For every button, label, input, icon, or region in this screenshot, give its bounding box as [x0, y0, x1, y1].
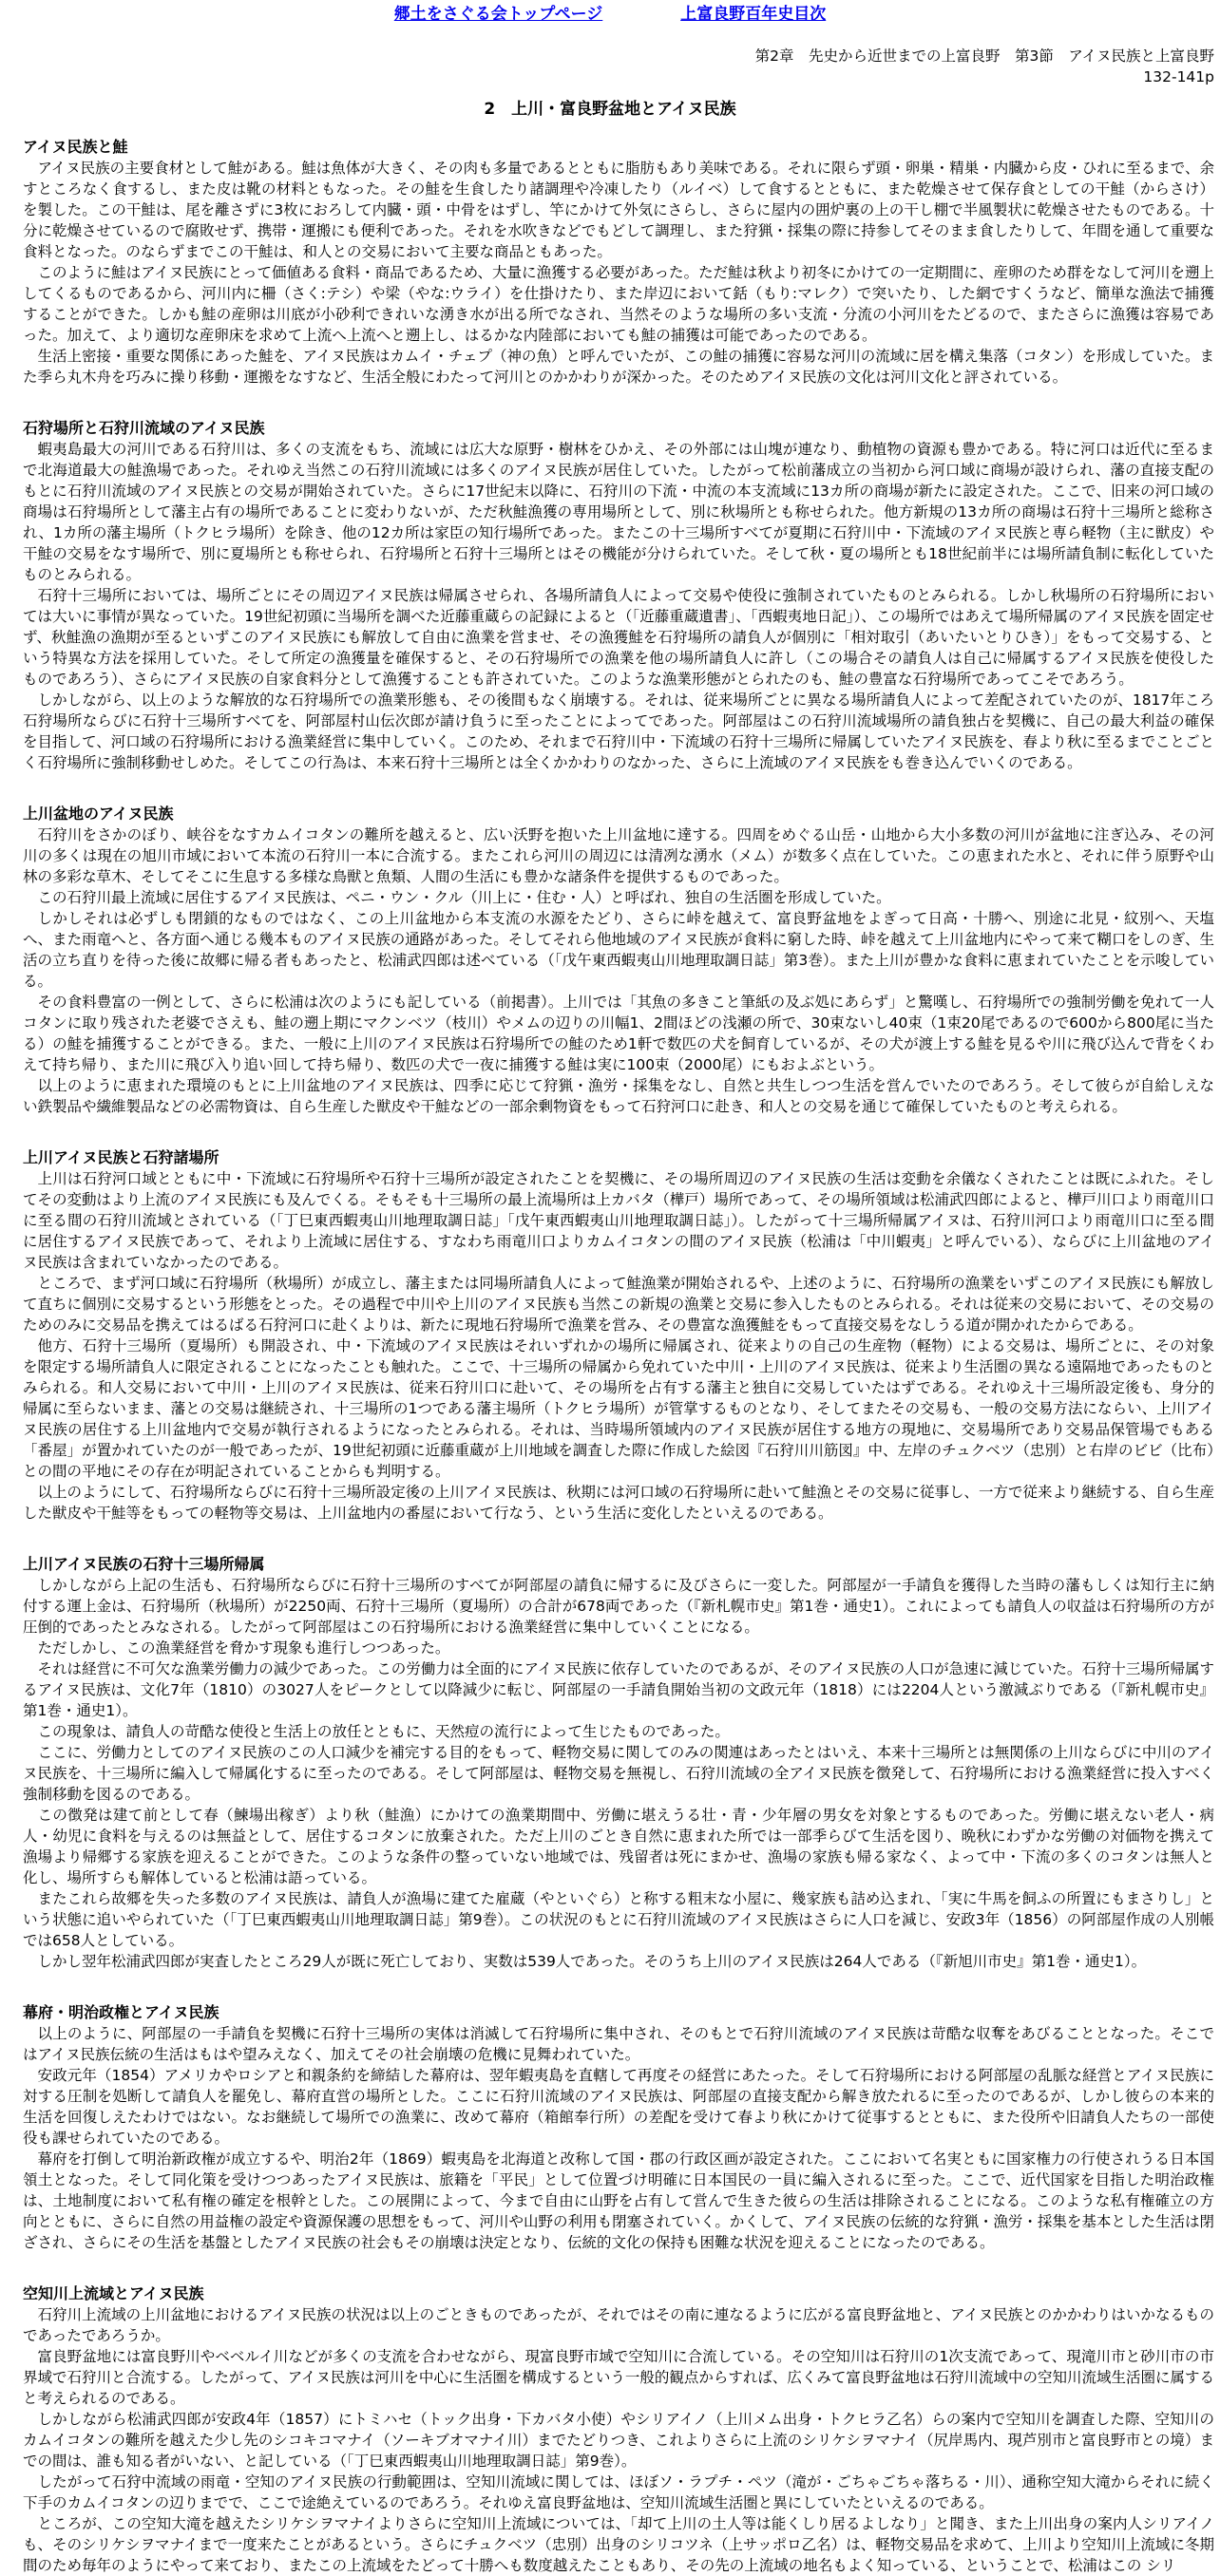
paragraph: またこれら故郷を失った多数のアイヌ民族は、請負人が漁場に建てた雇蔵（やといぐら）と称する粗末な小屋に、幾家族も詰め込まれ、「実に牛馬を飼ふの所置にもまさりし」という状態に追いやられていた（「丁巳東西蝦夷山川地理取調日誌」第9巻）。この状況のもとに石狩川流域のアイヌ民族はさらに人口を減じ、安政3年（1856）の阿部屋作成の人別帳では658人としている。 [23, 1890, 1214, 1949]
paragraph: したがって石狩中流域の雨竜・空知のアイヌ民族の行動範囲は、空知川流域に関しては、ほぼソ・ラプチ・ペツ（滝が・ごちゃごちゃ落ちる・川）、通称空知大滝からそれに続く下手のカムイコタンの辺りまでで、ここで途絶えているのであろう。それゆえ富良野盆地は、空知川流域生活圏と異にしていたといえるのである。 [23, 2473, 1214, 2511]
paragraph: 石狩十三場所においては、場所ごとにその周辺アイヌ民族は帰属させられ、各場所請負人によって交易や使役に強制されていたものとみられる。しかし秋場所の石狩場所においては大いに事情が異なっていた。19世紀初頭に当場所を調べた近藤重蔵らの記録によると（「近藤重蔵遺書」、「西蝦夷地日記」）、この場所ではあえて場所帰属のアイヌ民族を固定せず、秋鮭漁の漁期が至るといずこのアイヌ民族にも解放して自由に漁業を営ませ、その漁獲鮭を石狩場所の請負人が個別に「相対取引（あいたいとりひき）」をもって交易する、という特異な方法を採用していた。そして所定の漁獲量を確保すると、その石狩場所での漁業を他の場所請負人に許し（この場合その請負人は自己に帰属するアイヌ民族を使役したものであろう）、さらにアイヌ民族の自家食料分として漁獲することも許されていた。このような漁業形態がとられたのも、鮭の豊富な石狩場所であってこそであろう。 [23, 587, 1214, 688]
toc-link[interactable]: 上富良野百年史目次 [680, 5, 827, 24]
paragraph: 富良野盆地には富良野川やベベルイ川などが多くの支流を合わせながら、現富良野市域で空知川に合流している。その空知川は石狩川の1次支流であって、現滝川市と砂川市の市界域で石狩川と合流する。したがって、アイヌ民族は河川を中心に生活圏を構成するという一般的観点からすれば、広くみて富良野盆地は石狩川流域中の空知川流域生活圏に属すると考えられるのである。 [23, 2348, 1214, 2407]
paragraph: 他方、石狩十三場所（夏場所）も開設され、中・下流域のアイヌ民族はそれいずれかの場所に帰属され、従来よりの自己の生産物（軽物）による交易は、場所ごとに、その対象を限定する場所請負人に限定されることになったことも触れた。ここで、十三場所の帰属から免れていた中川・上川のアイヌ民族は、従来より生活圏の異なる遠隔地であったものとみられる。和人交易において中川・上川のアイヌ民族は、従来石狩川口に赴いて、その場所を占有する藩主と独自に交易していたはずである。それゆえ十三場所設定後も、身分的帰属に至らないまま、藩との交易は継続され、十三場所の1つである藩主場所（トクヒラ場所）が管掌するものとなり、そしてまたその交易も、一般の交易方法にならい、上川アイヌ民族の居住する上川盆地内で交易が執行されるようになったとみられる。それは、当時場所領域内のアイヌ民族が居住する地方の現地に、交易場所であり交易品保管場でもある「番屋」が置かれていたのが一般であったが、19世紀初頭に近藤重蔵が上川地域を調査した際に作成した絵図『石狩川川筋図』中、左岸のチュクベツ（忠別）と右岸のビビ（比布）との間の平地にその存在が明記されていることからも判明する。 [23, 1337, 1214, 1480]
section-heading: 上川アイヌ民族と石狩諸場所 [23, 1148, 219, 1166]
paragraph: 石狩川上流域の上川盆地におけるアイヌ民族の状況は以上のごときものであったが、それではその南に連なるように広がる富良野盆地と、アイヌ民族とのかかわりはいかなるものであったであろうか。 [23, 2306, 1214, 2344]
paragraph: ところが、この空知大滝を越えたシリケシヲマナイよりさらに空知川上流域については、「却て上川の土人等は能くしり居るよしなり」と聞き、また上川出身の案内人シリアイノも、そのシリケシヲマナイまで一度来たことがあるという。さらにチュクベツ（忠別）出身のシリコツネ（上サッポロ乙名）は、軽物交易品を求めて、上川より空知川上流域に冬期間のため毎年のようにやって来ており、またこの上流域をたどって十勝へも数度越えたこともあり、その先の上流域の地名もよく知っている、ということで、松浦はこの シリ [23, 2515, 1214, 2574]
paragraph: 生活上密接・重要な関係にあった鮭を、アイヌ民族はカムイ・チェプ（神の魚）と呼んでいたが、この鮭の捕獲に容易な河川の流域に居を構え集落（コタン）を形成していた。また季ら丸木舟を巧みに操り移動・運搬をなすなど、生活全般にわたって河川とのかかわりが深かった。そのためアイヌ民族の文化は河川文化と評されている。 [23, 348, 1214, 386]
page-range: 132-141p [1143, 68, 1214, 85]
section-spacer [23, 1972, 1214, 1993]
paragraph: 以上のように、阿部屋の一手請負を契機に石狩十三場所の実体は消滅して石狩場所に集中され、そのもとで石狩川流域のアイヌ民族は苛酷な収奪をあびることとなった。そこではアイヌ民族伝統の生活はもはや望みえなく、加えてその社会崩壊の危機に見舞われていた。 [23, 2025, 1214, 2063]
paragraph: 以上のように恵まれた環境のもとに上川盆地のアイヌ民族は、四季に応じて狩猟・漁労・採集をなし、自然と共生しつつ生活を営んでいたのであろう。そして彼らが自給しえない鉄製品や繊維製品などの必需物資は、自ら生産した獣皮や干鮭などの一部余剰物資をもって石狩河口に赴き、和人との交易を通じて確保していたものと考えられる。 [23, 1077, 1214, 1115]
section-heading: 空知川上流域とアイヌ民族 [23, 2284, 204, 2302]
section-spacer [23, 773, 1214, 794]
paragraph: アイヌ民族の主要食材として鮭がある。鮭は魚体が大きく、その肉も多量であるとともに脂肪もあり美味である。それに限らず頭・卵巣・精巣・内臓から皮・ひれに至るまで、余すところなく食するし、また皮は靴の材料ともなった。その鮭を生食したり諸調理や冷凍したり（ルイベ）して食するとともに、また乾燥させて保存食としての干鮭（からさけ）を製した。この干鮭は、尾を離さずに3枚におろして内臓・頭・中骨をはずし、竿にかけて外気にさらし、さらに屋内の囲炉裏の上の干し棚で半風製状に乾燥させたものである。十分に乾燥させているので腐敗せず、携帯・運搬にも便利であった。それを水吹きなどでもどして調理し、また狩猟・採集の際に持参してそのまま食したりして、年間を通して重要な食料となった。のならずまでこの干鮭は、和人との交易において主要な商品ともあった。 [23, 160, 1214, 260]
paragraph: しかし翌年松浦武四郎が実査したところ29人が既に死亡しており、実数は539人であった。そのうち上川のアイヌ民族は264人である（『新旭川市史』第1巻・通史1）。 [37, 1953, 1147, 1970]
paragraph: このように鮭はアイヌ民族にとって価値ある食料・商品であるため、大量に漁獲する必要があった。ただ鮭は秋より初冬にかけての一定期間に、産卵のため群をなして河川を遡上してくるものであるから、河川内に柵（さく:テシ）や梁（やな:ウライ）を仕掛けたり、また岸辺において銛（もり:マレク）で突いたり、した網ですくうなど、簡単な漁法で捕獲することができた。しかも鮭の産卵は川底が小砂利できれいな湧き水が出る所でなされ、当然そのような場所の多い支流・分流の小河川をたどるので、またさらに漁獲は容易であった。加えて、より適切な産卵床を求めて上流へ上流へと遡上し、はるかな内陸部においても鮭の捕獲は可能であったのである。 [23, 264, 1214, 344]
home-link[interactable]: 郷土をさぐる会トップページ [393, 5, 603, 24]
section-heading: アイヌ民族と鮭 [23, 138, 128, 156]
section-heading: 上川アイヌ民族の石狩十三場所帰属 [23, 1555, 265, 1573]
paragraph: その食料豊富の一例として、さらに松浦は次のようにも記している（前掲書）。上川では「其魚の多きこと筆紙の及ぶ処にあらず」と驚嘆し、石狩場所での強制労働を免れて一人コタンに取り残された老婆でさえも、鮭の遡上期にマクンベツ（枝川）やメムの辺りの川幅1、2間ほどの浅瀬の所で、30束ないし40束（1束20尾であるので600から800尾に当たる）の鮭を捕獲することができる。また、一般に上川のアイヌ民族は石狩場所での鮭のため1軒で数匹の犬を飼育しているが、その犬が渡上する鮭を見るや川に飛び込んで背をくわえて持ち帰り、また川に飛び入り追い回して持ち帰り、数匹の犬で一夜に捕獲する鮭は実に100束（2000尾）にもおよぶという。 [23, 994, 1214, 1073]
top-navigation [0, 0, 1220, 27]
paragraph: ただしかし、この漁業経営を脅かす現象も進行しつつあった。 [37, 1639, 450, 1657]
section-spacer [23, 2253, 1214, 2274]
section-heading: 幕府・明治政権とアイヌ民族 [23, 2003, 219, 2021]
section-spacer [23, 1524, 1214, 1544]
paragraph: この石狩川最上流域に居住するアイヌ民族は、ペニ・ウン・クル（川上に・住む・人）と呼ばれ、独自の生活圏を形成していた。 [37, 889, 891, 906]
paragraph: ところで、まず河口域に石狩場所（秋場所）が成立し、藩主または同場所請負人によって鮭漁業が開始されるや、上述のように、石狩場所の漁業をいずこのアイヌ民族にも解放して直ちに個別に交易するという形態をとった。その過程で中川や上川のアイヌ民族も当然この新規の漁業と交易に参入したものとみられる。それは従来の交易において、その交易のためのみに交易品を携えてはるばる石狩河口に赴くよりは、新たに現地石狩場所で漁業を営み、その豊富な漁獲鮭をもって直接交易をなしうる道が開かれたからである。 [23, 1275, 1214, 1334]
paragraph: 安政元年（1854）アメリカやロシアと和親条約を締結した幕府は、翌年蝦夷島を直轄して再度その経営にあたった。そして石狩場所における阿部屋の乱脈な経営とアイヌ民族に対する圧制を処断して請負人を罷免し、幕府直営の場所とした。ここに石狩川流域のアイヌ民族は、阿部屋の直接支配から解き放たれるに至ったのであるが、しかし彼らの本来的生活を回復しえたわけではない。なお継続して場所での漁業に、改めて幕府（箱館奉行所）の差配を受けて春より秋にかけて従事するとともに、また役所や旧請負人たちの一部使役も課せられていたのである。 [23, 2067, 1214, 2147]
article-body [0, 137, 1220, 2576]
paragraph: しかしながら松浦武四郎が安政4年（1857）にトミハセ（トック出身・下カバタ小使）やシリアイノ（上川メム出身・トクヒラ乙名）らの案内で空知川を調査した際、空知川のカムイコタンの難所を越えた少し先のシコキコマナイ（ソーキブオマナイ川）までたどりつき、これよりさらに上流のシリケシヲマナイ（尻岸馬内、現芦別市と富良野市との境）までの間は、誰も知る者がいない、と記している（「丁巳東西蝦夷山川地理取調日誌」第9巻）。 [23, 2411, 1214, 2470]
paragraph: しかしそれは必ずしも閉鎖的なものではなく、この上川盆地から本支流の水源をたどり、さらに峠を越えて、富良野盆地をよぎって日高・十勝へ、別途に北見・紋別へ、天塩へ、また雨竜へと、各方面へ通じる幾本ものアイヌ民族の通路があった。そしてそれら他地域のアイヌ民族が食料に窮した時、峠を越えて上川盆地内にやって来て糊口をしのぎ、生活の立ち直りを待った後に故郷に帰る者もあったと、松浦武四郎は述べている（「戊午東西蝦夷山川地理取調日誌」第3巻）。また上川が豊かな食料に恵まれていたことを示唆している。 [23, 910, 1214, 990]
section-heading: 石狩場所と石狩川流域のアイヌ民族 [23, 419, 265, 437]
paragraph: この徴発は建て前として春（鰊場出稼ぎ）より秋（鮭漁）にかけての漁業期間中、労働に堪えうる壮・青・少年層の男女を対象とするものであった。労働に堪えない老人・病人・幼児に食料を与えるのは無益として、居住するコタンに放棄された。ただ上川のごとき自然に恵まれた所では一部季らびて生活を図り、晩秋にわずかな労働の対価物を携えて漁場より帰郷する家族を迎えることができた。このような条件の整っていない地域では、残留者は死にまかせ、漁場の家族も帰る家なく、よって中・下流の多くのコタンは無人と化し、場所すらも解体していると松浦は語っている。 [23, 1807, 1214, 1886]
section-spacer [23, 1117, 1214, 1138]
paragraph: 幕府を打倒して明治新政権が成立するや、明治2年（1869）蝦夷島を北海道と改称して国・郡の行政区画が設定された。ここにおいて名実ともに国家権力の行使されうる日本国領土となった。そして同化策を受けつつあったアイヌ民族は、旅籍を「平民」として位置づけ明確に日本国民の一員に編入されるに至った。ここで、近代国家を目指した明治政権は、土地制度において私有権の確定を根幹とした。この展開によって、今まで自由に山野を占有して営んで生きた彼らの生活は排除されることになる。このような私有権確立の方向とともに、さらに自然の用益権の設定や資源保護の思想をもって、河川や山野の利用も閉塞されていく。かくして、アイヌ民族の伝統的な狩猟・漁労・採集を基本とした生活は閉ざされ、さらにその生活を基盤としたアイヌ民族の社会もその崩壊は決定となり、伝統的文化の保持も困難な状況を迎えることになったのである。 [23, 2150, 1214, 2251]
paragraph: 蝦夷島最大の河川である石狩川は、多くの支流をもち、流域には広大な原野・樹林をひかえ、その外部には山塊が連なり、動植物の資源も豊かである。特に河口は近代に至るまで北海道最大の鮭漁場であった。それゆえ当然この石狩川流域には多くのアイヌ民族が居住していた。したがって松前藩成立の当初から河口域に商場が設けられ、藩の直接支配のもとに石狩川流域のアイヌ民族との交易が開始されていた。さらに17世紀末以降に、石狩川の下流・中流の本支流域に13カ所の商場が新たに設定された。ここで、旧来の河口域の商場は石狩場所として藩主占有の場所であることに変わりないが、ただ秋鮭漁獲の専用場所として、別に秋場所とも称せられた。他方新規の13カ所の商場は石狩十三場所と総称され、1カ所の藩主場所（トクヒラ場所）を除き、他の12カ所は家臣の知行場所であった。またこの十三場所すべてが夏期に石狩川中・下流域のアイヌ民族と専ら軽物（主に獣皮）や干鮭の交易をなす場所で、別に夏場所とも称せられ、石狩場所と石狩十三場所とはその機能が分けられていた。そして秋・夏の場所とも18世紀前半には場所請負制に転化していたものとみられる。 [23, 441, 1214, 583]
section-heading: 上川盆地のアイヌ民族 [23, 805, 174, 823]
paragraph: 以上のようにして、石狩場所ならびに石狩十三場所設定後の上川アイヌ民族は、秋期には河口域の石狩場所に赴いて鮭漁とその交易に従事し、一方で従来より継続する、自ら生産した獣皮や干鮭等をもっての軽物等交易は、上川盆地内の番屋において行なう、という生活に変化したといえるのである。 [23, 1484, 1214, 1522]
section-spacer [23, 388, 1214, 408]
chapter-heading: 第2章 先史から近世までの上富良野 第3節 アイヌ民族と上富良野 [754, 47, 1214, 65]
paragraph: この現象は、請負人の苛酷な使役と生活上の放任とともに、天然痘の流行によって生じたものであった。 [37, 1723, 730, 1740]
paragraph: ここに、労働力としてのアイヌ民族のこの人口減少を補完する目的をもって、軽物交易に関してのみの関連はあったとはいえ、本来十三場所とは無関係の上川ならびに中川のアイヌ民族を、十三場所に編入して帰属化するに至ったのである。そして阿部屋は、軽物交易を無視し、石狩川流域の全アイヌ民族を徴発して、石狩場所における漁業経営に投入すべく強制移動を図るのである。 [23, 1744, 1214, 1803]
paragraph: 石狩川をさかのぼり、峡谷をなすカムイコタンの難所を越えると、広い沃野を抱いた上川盆地に達する。四周をめぐる山岳・山地から大小多数の河川が盆地に注ぎ込み、その河川の多くは現在の旭川市域において本流の石狩川一本に合流する。またこれら河川の周辺には清冽な湧水（メム）が数多く点在していた。この恵まれた水と、それに伴う原野や山林の多彩な草木、そしてそこに生息する多様な鳥獣と魚類、人間の生活にも豊かな諸条件を提供するものであった。 [23, 826, 1214, 885]
paragraph: しかしながら、以上のような解放的な石狩場所での漁業形態も、その後間もなく崩壊する。それは、従来場所ごとに異なる場所請負人によって差配されていたのが、1817年ころ石狩場所ならびに石狩十三場所すべてを、阿部屋村山伝次郎が請け負うに至ったことによってであった。阿部屋はこの石狩川流域場所の請負独占を契機に、自己の最大利益の確保を目指して、河口域の石狩場所における漁業経営に集中していく。このため、それまで石狩川中・下流域の石狩十三場所に帰属していたアイヌ民族を、春より秋に至るまでことごとく石狩場所に強制移動せしめた。そしてこの行為は、本来石狩十三場所とは全くかかわりのなかった、さらに上流域のアイヌ民族をも巻き込んでいくのである。 [23, 691, 1214, 771]
page-title: 2 上川・富良野盆地とアイヌ民族 [484, 100, 736, 119]
paragraph: それは経営に不可欠な漁業労働力の減少であった。この労働力は全面的にアイヌ民族に依存していたのであるが、そのアイヌ民族の人口が急速に減じていた。石狩十三場所帰属するアイヌ民族は、文化7年（1810）の3027人をピークとして以降減少に転じ、阿部屋の一手請負開始当初の文政元年（1818）には2204人という激減ぶりである（『新札幌市史』第1巻・通史1）。 [23, 1660, 1214, 1719]
paragraph: しかしながら上記の生活も、石狩場所ならびに石狩十三場所のすべてが阿部屋の請負に帰するに及びさらに一変した。阿部屋が一手請負を獲得した当時の藩もしくは知行主に納付する運上金は、石狩場所（秋場所）が2250両、石狩十三場所（夏場所）の合計が678両であった（『新札幌市史』第1巻・通史1）。これによっても請負人の収益は石狩場所の方が圧倒的であったとみなされる。したがって阿部屋はこの石狩場所における漁業経営に集中していくことになる。 [23, 1577, 1214, 1636]
chapter-info [0, 46, 1220, 87]
paragraph: 上川は石狩河口域とともに中・下流域に石狩場所や石狩十三場所が設定されたことを契機に、その場所周辺のアイヌ民族の生活は変動を余儀なくされたことは既にふれた。そしてその変動はより上流のアイヌ民族にも及んでくる。そもそも十三場所の最上流場所は上カバタ（樺戸）場所であって、その場所領域は松浦武四郎によると、樺戸川口より雨竜川口に至る間の石狩川流域とされている（「丁巳東西蝦夷山川地理取調日誌」「戊午東西蝦夷山川地理取調日誌」）。したがって十三場所帰属アイヌは、石狩川河口より雨竜川口に至る間に居住するアイヌ民族であって、それより上流域に居住する、すなわち雨竜川口よりカムイコタンの間のアイヌ民族（松浦は「中川蝦夷」と呼んでいる）、ならびに上川盆地のアイヌ民族は含まれていなかったのである。 [23, 1170, 1214, 1271]
